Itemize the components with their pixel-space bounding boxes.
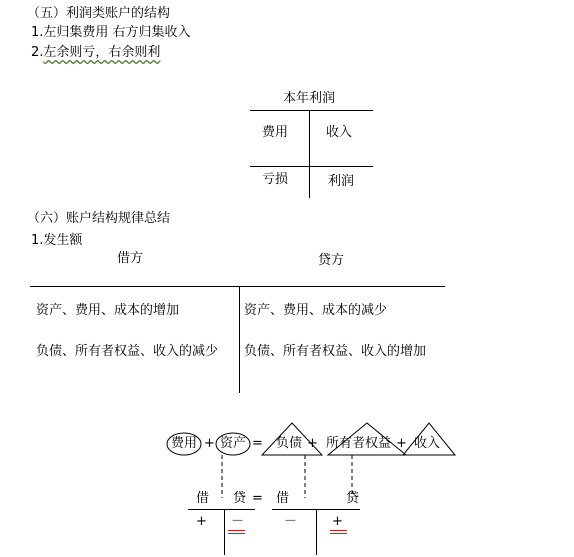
asset-label: 资产 — [220, 436, 247, 451]
left-account-red-underline-1 — [228, 530, 245, 531]
right-account-credit-sign: + — [332, 514, 343, 529]
profit-account-right-bottom: 利润 — [328, 174, 355, 189]
left-account-red-underline-2 — [228, 533, 245, 534]
mini-equals-sign: = — [252, 491, 263, 506]
equals-sign: = — [252, 436, 263, 451]
right-account-divider — [316, 509, 317, 555]
right-account-debit: 借 — [276, 491, 290, 506]
left-account-credit: 贷 — [233, 491, 247, 506]
profit-account-left-top: 费用 — [262, 125, 289, 140]
section5-line2-text: 左余则亏，右余则利 — [43, 45, 161, 60]
expense-label: 费用 — [171, 436, 198, 451]
profit-account-left-bottom: 亏损 — [262, 172, 289, 187]
debit-row-1: 资产、费用、成本的增加 — [36, 303, 180, 318]
right-account-debit-sign: － — [284, 514, 298, 529]
left-account-top-line — [188, 509, 255, 510]
credit-header: 贷方 — [318, 253, 345, 268]
left-account-debit: 借 — [196, 491, 210, 506]
revenue-label: 收入 — [414, 436, 441, 451]
plus-sign-1: + — [204, 436, 215, 451]
credit-row-2: 负债、所有者权益、收入的增加 — [244, 344, 427, 359]
liability-label: 负债 — [276, 436, 303, 451]
debit-header: 借方 — [117, 251, 144, 266]
right-account-red-underline-2 — [330, 533, 347, 534]
section5-line2-prefix: 2. — [31, 45, 44, 60]
left-account-divider — [224, 509, 225, 555]
left-account-debit-sign: + — [196, 514, 207, 529]
profit-account-title: 本年利润 — [283, 91, 336, 106]
left-account-credit-sign: － — [231, 514, 245, 529]
right-account-red-underline-1 — [330, 530, 347, 531]
plus-sign-2: + — [307, 436, 318, 451]
section6-heading: （六）账户结构规律总结 — [27, 211, 171, 226]
plus-sign-3: + — [396, 436, 407, 451]
section6-line1: 1.发生额 — [31, 233, 83, 248]
section5-heading: （五）利润类账户的结构 — [27, 6, 171, 21]
equity-label: 所有者权益 — [326, 436, 392, 451]
section5-line1: 1.左归集费用 右方归集收入 — [31, 25, 191, 40]
credit-row-1: 资产、费用、成本的减少 — [244, 303, 388, 318]
right-account-credit: 贷 — [346, 491, 360, 506]
debit-row-2: 负债、所有者权益、收入的减少 — [36, 344, 219, 359]
profit-account-right-top: 收入 — [326, 125, 353, 140]
